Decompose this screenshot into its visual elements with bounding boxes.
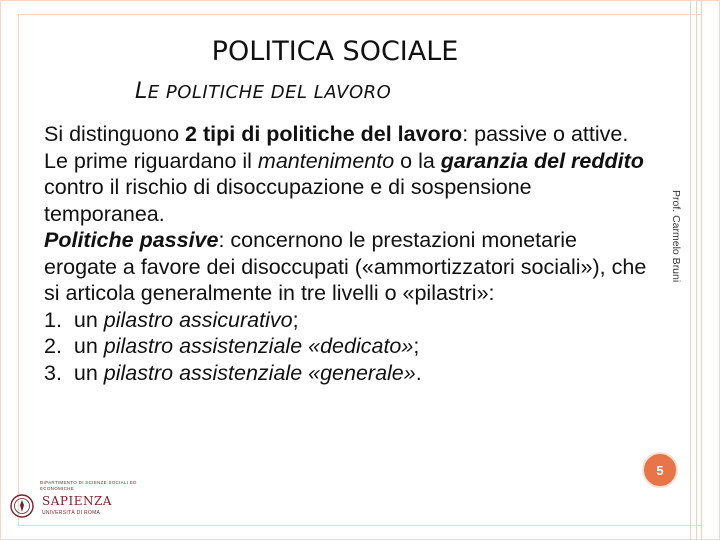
decorative-line xyxy=(701,0,702,540)
sapienza-seal-icon xyxy=(10,494,34,518)
list-number: 1. xyxy=(44,307,62,332)
text-run-bold-italic: Politiche passive xyxy=(44,228,219,252)
text-run: . xyxy=(415,360,422,385)
text-run: ; xyxy=(292,307,299,332)
text-run: contro il rischio di disoccupazione e di sospensione temporanea. xyxy=(44,175,532,226)
text-run: Si distinguono xyxy=(44,122,186,146)
university-logo xyxy=(10,480,150,530)
brand-name: SAPIENZA xyxy=(42,494,112,508)
list-item xyxy=(44,360,654,387)
slide-subtitle xyxy=(135,78,391,107)
list-number: 3. xyxy=(44,360,62,385)
text-run: Le prime riguardano il xyxy=(44,148,258,173)
text-run-italic: pilastro assistenziale «dedicato» xyxy=(103,334,414,358)
text-run-bold-italic: garanzia del reddito xyxy=(440,148,644,173)
text-run-bold: 2 tipi di politiche del lavoro xyxy=(185,122,463,146)
slide-body xyxy=(44,121,654,386)
text-run-italic: pilastro assicurativo xyxy=(103,307,293,332)
text-run: un xyxy=(73,360,104,385)
text-run: : passive o attive. xyxy=(462,122,629,146)
decorative-line xyxy=(690,0,691,540)
brand-subtitle: UNIVERSITÀ DI ROMA xyxy=(42,510,101,516)
list-item xyxy=(44,333,654,360)
text-run-italic: mantenimento xyxy=(257,148,395,173)
list-number: 2. xyxy=(44,334,62,358)
page-number-badge: 5 xyxy=(642,452,678,488)
paragraph-first-type xyxy=(44,148,654,228)
paragraph-intro xyxy=(44,121,654,148)
text-run: : concernono le prestazioni monetarie erogate a favore dei disoccupati («ammortizzatori sociali»), che si articola generalmente in tre livelli o «pilastri»: xyxy=(44,228,647,305)
slide-title: POLITICA SOCIALE xyxy=(211,36,459,67)
text-run: un xyxy=(73,334,104,358)
pillar-list xyxy=(44,307,654,387)
text-run: o la xyxy=(394,148,441,173)
subtitle-initial: L xyxy=(135,79,148,104)
text-run: ; xyxy=(413,334,420,358)
text-run-italic: pilastro assistenziale «generale» xyxy=(103,360,416,385)
author-label: Prof. Carmelo Bruni xyxy=(670,190,682,283)
subtitle-rest: E POLITICHE DEL LAVORO xyxy=(147,82,392,103)
department-name: DIPARTIMENTO DI SCIENZE SOCIALI ED ECONOMICHE xyxy=(40,480,137,491)
paragraph-passive-policies xyxy=(44,227,654,307)
list-item xyxy=(44,307,654,334)
decorative-line xyxy=(696,0,697,540)
text-run: un xyxy=(73,307,104,332)
